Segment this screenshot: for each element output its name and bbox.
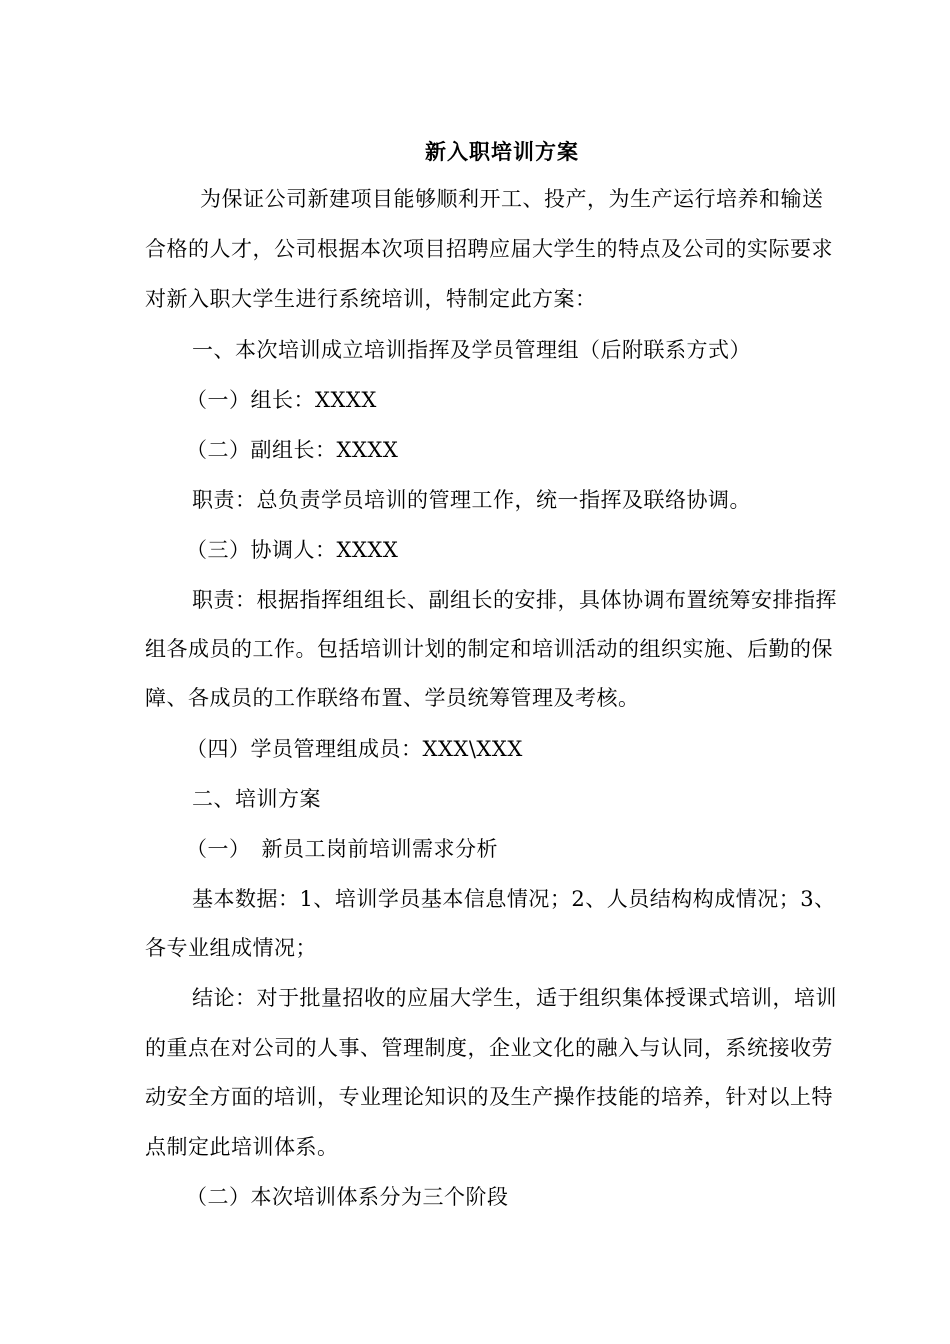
paragraph-line: 合格的人才，公司根据本次项目招聘应届大学生的特点及公司的实际要求 <box>145 237 833 261</box>
paragraph-line: 职责：根据指挥组组长、副组长的安排，具体协调布置统筹安排指挥 <box>192 588 837 612</box>
paragraph-line: 对新入职大学生进行系统培训，特制定此方案： <box>145 287 597 311</box>
paragraph-line: （二）副组长：XXXX <box>186 438 399 462</box>
paragraph-line: 为保证公司新建项目能够顺利开工、投产，为生产运行培养和输送 <box>200 187 824 211</box>
section-heading: 二、培训方案 <box>192 787 321 811</box>
paragraph-line: 职责：总负责学员培训的管理工作，统一指挥及联络协调。 <box>192 488 751 512</box>
paragraph-line: 组各成员的工作。包括培训计划的制定和培训活动的组织实施、后勤的保 <box>145 637 833 661</box>
paragraph-line: 各专业组成情况； <box>145 936 317 960</box>
paragraph-line: （四）学员管理组成员：XXX\XXX <box>186 737 523 761</box>
paragraph-line: 点制定此培训体系。 <box>145 1135 339 1159</box>
paragraph-line: （一） 新员工岗前培训需求分析 <box>186 837 498 861</box>
paragraph-line: 障、各成员的工作联络布置、学员统筹管理及考核。 <box>145 686 640 710</box>
paragraph-line: 的重点在对公司的人事、管理制度，企业文化的融入与认同，系统接收劳 <box>145 1036 833 1060</box>
paragraph-line: 结论：对于批量招收的应届大学生，适于组织集体授课式培训，培训 <box>192 986 837 1010</box>
paragraph-line: （二）本次培训体系分为三个阶段 <box>186 1185 509 1209</box>
document-title: 新入职培训方案 <box>425 139 579 164</box>
paragraph-line: 动安全方面的培训，专业理论知识的及生产操作技能的培养，针对以上特 <box>145 1085 833 1109</box>
section-heading: 一、本次培训成立培训指挥及学员管理组（后附联系方式） <box>192 338 751 362</box>
paragraph-line: 基本数据：1、培训学员基本信息情况；2、人员结构构成情况；3、 <box>192 887 836 911</box>
paragraph-line: （一）组长：XXXX <box>186 388 377 412</box>
paragraph-line: （三）协调人：XXXX <box>186 538 399 562</box>
